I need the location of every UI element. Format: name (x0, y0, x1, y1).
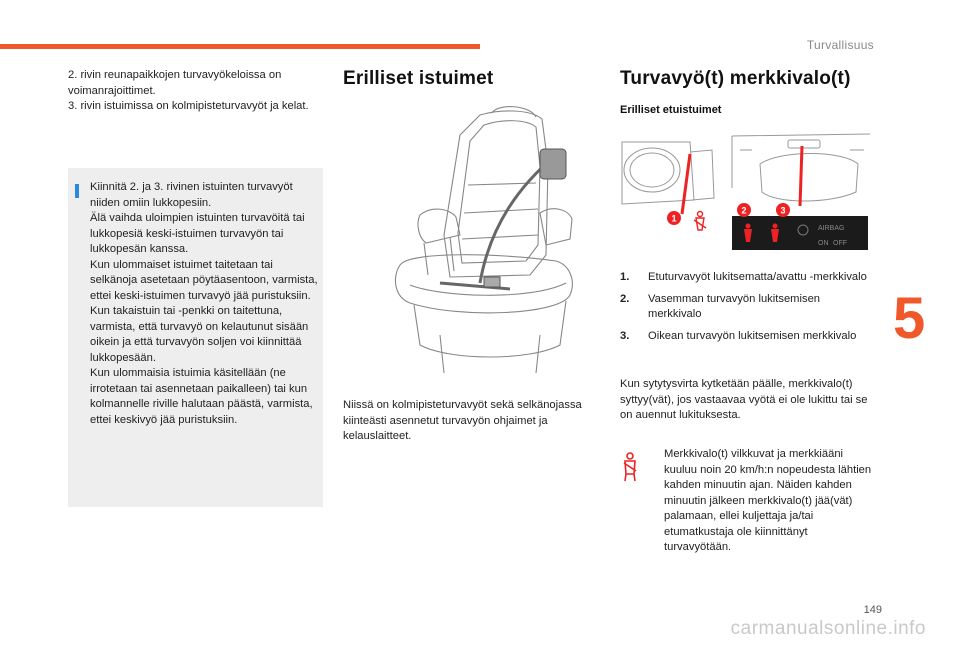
callout-2: 2 (741, 205, 747, 216)
info-icon (75, 184, 79, 198)
list-label: Etuturvavyöt lukitsematta/avattu -merkkivalo (648, 271, 867, 283)
panel-off-label: OFF (833, 240, 847, 247)
list-number: 2. (620, 292, 630, 305)
info-paragraph: Kiinnitä 2. ja 3. rivinen istuinten turvavyöt niiden omiin lukkopesiin. (90, 181, 293, 209)
info-box-text (90, 180, 318, 428)
header-accent-bar (0, 44, 480, 49)
seatbelt-warning-icon (620, 452, 640, 482)
section-name: Turvallisuus (806, 38, 874, 52)
section-title-separate-seats: Erilliset istuimet (343, 68, 494, 89)
list-item (620, 292, 870, 323)
ignition-paragraph: Kun sytytysvirta kytketään päälle, merkkivalo(t) syttyy(vät), jos vastaavaa vyötä ei ole lukittu tai se on auennut lukituksesta. (620, 378, 868, 421)
intro-text (68, 68, 318, 115)
separate-seats-text: Niissä on kolmipisteturvavyöt sekä selkänojassa kiinteästi asennetut turvavyön ohjaimet ja kelauslaitteet. (343, 399, 582, 442)
indicator-list (620, 270, 870, 350)
section-title-seatbelt-warning: Turvavyö(t) merkkivalo(t) (620, 68, 851, 89)
list-item (620, 270, 870, 286)
seat-illustration (380, 105, 595, 380)
callout-1: 1 (671, 213, 677, 224)
chapter-number: 5 (893, 286, 926, 351)
list-label: Oikean turvavyön lukitsemisen merkkivalo (648, 329, 857, 342)
intro-line: 3. rivin istuimissa on kolmipisteturvavyöt ja kelat. (68, 100, 309, 112)
warning-text: Merkkivalo(t) vilkkuvat ja merkkiääni kuuluu noin 20 km/h:n nopeudesta lähtien kahden minuutin ajan. Näiden kahden minuutin jälkeen merkkivalo(t) jää(vät) palamaan, ellei kuljettaja ja/tai etumatkustaja ole kiinnittänyt turvavyötään. (664, 448, 872, 553)
page-number: 149 (863, 604, 882, 616)
list-number: 3. (620, 329, 630, 342)
list-label: Vasemman turvavyön lukitsemisen merkkivalo (648, 292, 821, 320)
info-paragraph: Kun ulommaisia istuimia käsitellään (ne irrotetaan tai asennetaan paikalleen) tai kun kolmannelle riville halutaan päästä, varmista, ettei keskivyö jää puristuksiin. (90, 367, 313, 426)
info-paragraph: Älä vaihda uloimpien istuinten turvavöitä tai lukkopesiä keski-istuimen turvavyön tai lukkopesän kanssa. (90, 212, 305, 255)
panel-airbag-label: AIRBAG (818, 225, 845, 232)
list-item (620, 329, 870, 345)
panel-on-label: ON (818, 240, 829, 247)
watermark: carmanualsonline.info (730, 618, 926, 639)
callout-3: 3 (780, 205, 786, 216)
subtitle-front-seats: Erilliset etuistuimet (620, 104, 722, 116)
intro-line: 2. rivin reunapaikkojen turvavyökeloissa on voimanrajoittimet. (68, 69, 282, 97)
info-paragraph: Kun takaistuin tai -penkki on taitettuna, varmista, että turvavyö on kelautunut sisään oikein ja että turvavyön soljen voi kiinnittää lukkopesään. (90, 305, 309, 364)
dashboard-illustration (620, 128, 870, 256)
info-paragraph: Kun ulommaiset istuimet taitetaan tai selkänoja asetetaan pöytäasentoon, varmista, ettei keski-istuimen turvavyö jää puristuksiin. (90, 258, 318, 302)
list-number: 1. (620, 271, 630, 283)
